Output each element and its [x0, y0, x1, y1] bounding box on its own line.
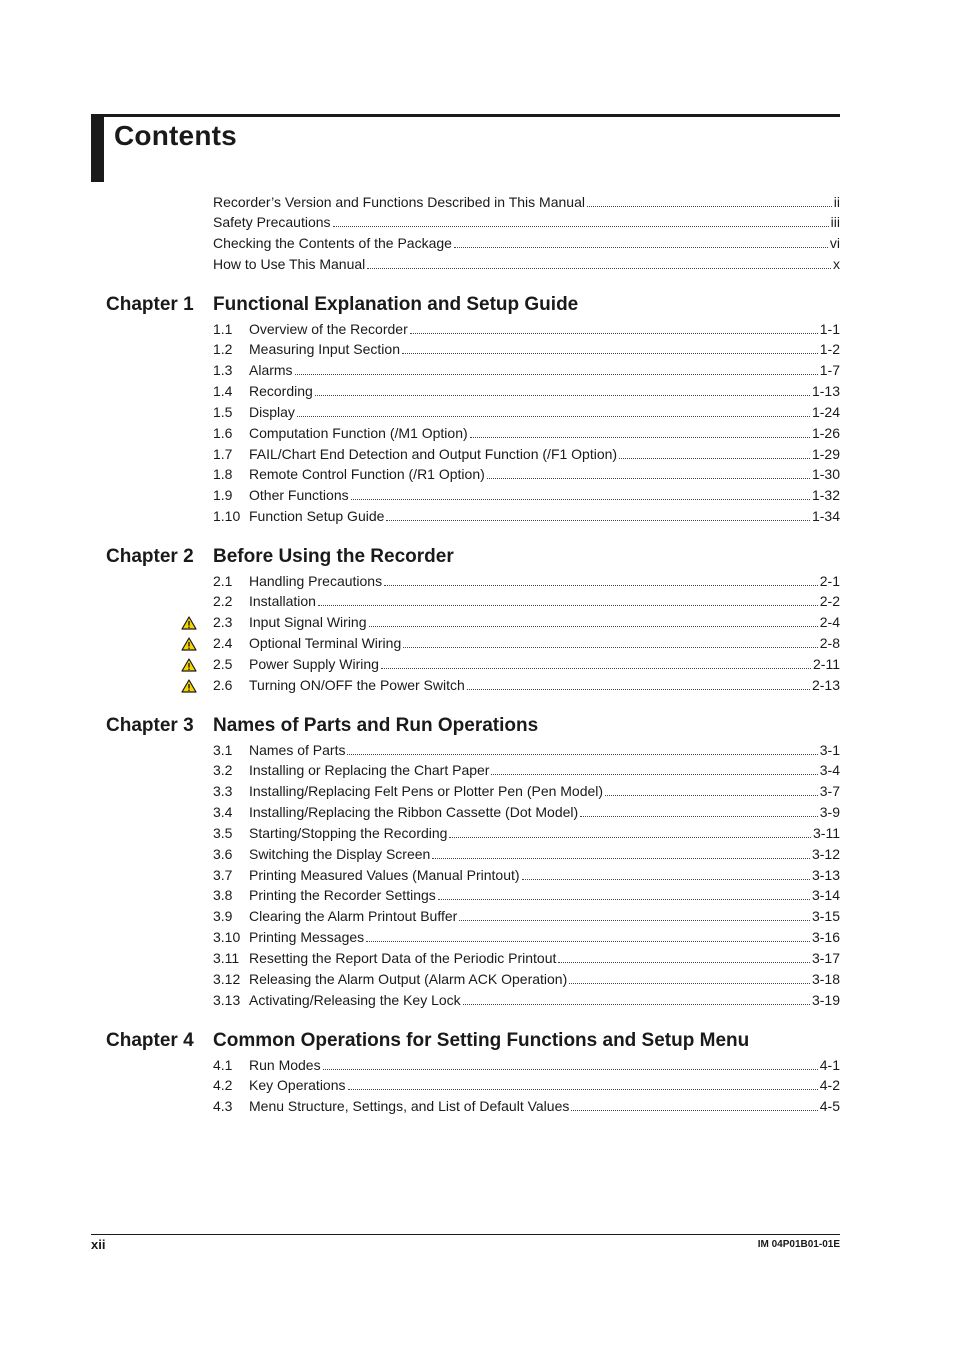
dot-leader	[351, 498, 810, 500]
entry-label: Switching the Display Screen	[249, 845, 431, 862]
entry-label: Optional Terminal Wiring	[249, 635, 402, 652]
title-side-bar	[91, 114, 104, 182]
entry-page-number: 3-15	[811, 908, 840, 925]
entry-label: Printing Measured Values (Manual Printout)	[249, 866, 520, 883]
section-number: 4.1	[213, 1056, 233, 1073]
section-entry[interactable]	[213, 781, 840, 802]
chapter-heading[interactable]	[106, 292, 846, 318]
entry-label: Key Operations	[249, 1077, 346, 1094]
entry-label: Remote Control Function (/R1 Option)	[249, 466, 485, 483]
chapter-heading[interactable]	[106, 544, 846, 570]
entry-page-number: 1-32	[811, 487, 840, 504]
entry-page-number: 3-19	[811, 991, 840, 1008]
entry-label: Power Supply Wiring	[249, 655, 379, 672]
dot-leader	[318, 604, 818, 606]
entry-page-number: x	[833, 256, 840, 273]
chapter-label: Chapter 4	[106, 1030, 194, 1051]
section-number: 2.4	[213, 635, 233, 652]
entry-page-number: 3-1	[819, 741, 840, 758]
entry-page-number: 2-4	[819, 614, 840, 631]
section-entry[interactable]	[213, 927, 840, 948]
entry-page-number: 4-1	[819, 1056, 840, 1073]
warning-icon	[181, 616, 197, 630]
entry-label: Measuring Input Section	[249, 341, 400, 358]
section-entry[interactable]	[213, 865, 840, 886]
entry-label: Installing/Replacing Felt Pens or Plotter Pen (Pen Model)	[249, 783, 604, 800]
entry-label: Computation Function (/M1 Option)	[249, 424, 468, 441]
section-entry[interactable]	[213, 760, 840, 781]
entry-page-number: 1-24	[811, 403, 840, 420]
entry-label: Alarms	[249, 362, 293, 379]
entry-page-number: 3-18	[811, 970, 840, 987]
section-number: 3.2	[213, 762, 233, 779]
entry-label: Safety Precautions	[213, 214, 331, 231]
section-number: 3.12	[213, 970, 241, 987]
entry-page-number: iii	[830, 214, 840, 231]
section-number: 1.5	[213, 403, 233, 420]
entry-page-number: 1-30	[811, 466, 840, 483]
intro-entry[interactable]	[213, 254, 840, 275]
section-number: 2.1	[213, 572, 233, 589]
entry-label: How to Use This Manual	[213, 256, 366, 273]
section-number: 1.3	[213, 362, 233, 379]
entry-page-number: 3-4	[819, 762, 840, 779]
dot-leader	[367, 267, 831, 269]
dot-leader	[470, 436, 810, 438]
section-entry[interactable]	[213, 844, 840, 865]
entry-page-number: vi	[829, 235, 840, 252]
section-number: 3.7	[213, 866, 233, 883]
section-entry[interactable]	[213, 612, 840, 633]
entry-page-number: ii	[833, 193, 840, 210]
intro-entry[interactable]	[213, 233, 840, 254]
dot-leader	[571, 1109, 817, 1111]
entry-page-number: 3-11	[813, 824, 840, 841]
dot-leader	[402, 352, 818, 354]
chapter-title: Common Operations for Setting Functions and Setup Menu	[213, 1030, 750, 1051]
footer-page-number: xii	[91, 1237, 106, 1252]
entry-page-number: 3-7	[819, 783, 840, 800]
section-entry[interactable]	[213, 360, 840, 381]
chapter-heading[interactable]	[106, 713, 846, 739]
dot-leader	[323, 1068, 818, 1070]
section-number: 1.10	[213, 508, 241, 525]
entry-page-number: 3-17	[811, 950, 840, 966]
section-entry[interactable]	[213, 423, 840, 444]
section-entry[interactable]	[213, 319, 840, 340]
entry-page-number: 1-7	[819, 362, 840, 379]
entry-page-number: 1-1	[819, 320, 840, 337]
intro-entry[interactable]	[213, 192, 840, 213]
entry-page-number: 2-11	[813, 655, 840, 672]
section-entry[interactable]	[213, 339, 840, 360]
dot-leader	[333, 225, 829, 227]
dot-leader	[297, 415, 810, 417]
dot-leader	[449, 836, 811, 838]
section-entry[interactable]	[213, 885, 840, 906]
entry-page-number: 1-34	[811, 508, 840, 525]
section-number: 4.3	[213, 1098, 233, 1115]
section-number: 1.1	[213, 320, 233, 337]
section-entry[interactable]	[213, 444, 840, 465]
entry-label: Releasing the Alarm Output (Alarm ACK Operation)	[249, 970, 568, 987]
entry-label: Recorder’s Version and Functions Described in This Manual	[213, 193, 585, 210]
entry-page-number: 2-8	[819, 635, 840, 652]
chapter-label: Chapter 2	[106, 546, 194, 567]
section-entry[interactable]	[213, 802, 840, 823]
dot-leader	[410, 332, 818, 334]
entry-page-number: 1-26	[811, 424, 840, 441]
entry-label: Function Setup Guide	[249, 508, 385, 525]
section-number: 1.9	[213, 487, 233, 504]
entry-page-number: 2-2	[819, 593, 840, 610]
entry-label: Checking the Contents of the Package	[213, 235, 452, 252]
footer-rule	[91, 1234, 840, 1235]
dot-leader	[369, 625, 818, 627]
entry-page-number: 4-2	[819, 1077, 840, 1094]
entry-label: Display	[249, 403, 295, 420]
dot-leader	[438, 898, 810, 900]
section-entry[interactable]	[213, 633, 840, 654]
entry-page-number: 3-12	[811, 845, 840, 862]
section-number: 3.4	[213, 804, 233, 821]
entry-page-number: 3-9	[819, 804, 840, 821]
entry-label: Names of Parts	[249, 741, 346, 758]
section-entry[interactable]	[213, 591, 840, 612]
page-title: Contents	[114, 120, 237, 151]
section-number: 3.1	[213, 741, 233, 758]
dot-leader	[580, 815, 818, 817]
section-number: 3.3	[213, 783, 233, 800]
section-number: 1.7	[213, 445, 233, 462]
section-number: 3.6	[213, 845, 233, 862]
dot-leader	[295, 373, 818, 375]
footer-document-id: IM 04P01B01-01E	[757, 1239, 840, 1250]
dot-leader	[522, 878, 810, 880]
dot-leader	[347, 753, 817, 755]
section-entry[interactable]	[213, 506, 840, 527]
chapter-label: Chapter 3	[106, 715, 194, 736]
chapter-label: Chapter 1	[106, 294, 194, 315]
dot-leader	[315, 394, 810, 396]
dot-leader	[348, 1088, 818, 1090]
entry-label: Printing Messages	[249, 929, 365, 946]
dot-leader	[605, 794, 818, 796]
entry-page-number: 3-16	[811, 929, 840, 946]
chapter-heading[interactable]	[106, 1028, 846, 1054]
entry-label: Overview of the Recorder	[249, 320, 408, 337]
entry-page-number: 2-1	[819, 572, 840, 589]
warning-icon	[181, 679, 197, 693]
section-entry[interactable]	[213, 1055, 840, 1076]
warning-icon	[181, 658, 197, 672]
dot-leader	[569, 982, 810, 984]
dot-leader	[619, 457, 810, 459]
entry-page-number: 4-5	[819, 1098, 840, 1115]
dot-leader	[386, 519, 810, 521]
section-number: 3.11	[213, 950, 240, 966]
section-entry[interactable]	[213, 948, 840, 969]
section-number: 3.8	[213, 887, 233, 904]
dot-leader	[463, 1003, 810, 1005]
entry-label: Menu Structure, Settings, and List of Default Values	[249, 1098, 570, 1115]
warning-icon	[181, 637, 197, 651]
section-number: 3.13	[213, 991, 241, 1008]
entry-page-number: 2-13	[811, 676, 840, 693]
dot-leader	[366, 940, 810, 942]
dot-leader	[491, 773, 817, 775]
entry-label: Printing the Recorder Settings	[249, 887, 436, 904]
section-number: 4.2	[213, 1077, 233, 1094]
dot-leader	[432, 857, 810, 859]
section-number: 2.5	[213, 655, 233, 672]
intro-entry[interactable]	[213, 212, 840, 233]
section-number: 1.2	[213, 341, 233, 358]
entry-label: Turning ON/OFF the Power Switch	[249, 676, 465, 693]
section-entry[interactable]	[213, 1096, 840, 1117]
section-entry[interactable]	[213, 675, 840, 696]
section-entry[interactable]	[213, 990, 840, 1011]
section-entry[interactable]	[213, 402, 840, 423]
section-entry[interactable]	[213, 969, 840, 990]
entry-page-number: 3-14	[811, 887, 840, 904]
dot-leader	[381, 667, 811, 669]
section-entry[interactable]	[213, 906, 840, 927]
section-entry[interactable]	[213, 823, 840, 844]
dot-leader	[454, 246, 828, 248]
section-number: 1.8	[213, 466, 233, 483]
entry-label: Installation	[249, 593, 316, 610]
entry-label: Activating/Releasing the Key Lock	[249, 991, 461, 1008]
section-entry[interactable]	[213, 1075, 840, 1096]
dot-leader	[467, 688, 810, 690]
dot-leader	[403, 646, 818, 648]
entry-label: Run Modes	[249, 1056, 321, 1073]
entry-label: Installing or Replacing the Chart Paper	[249, 762, 490, 779]
entry-label: Recording	[249, 383, 313, 400]
entry-page-number: 1-29	[811, 445, 840, 462]
entry-label: Input Signal Wiring	[249, 614, 367, 631]
section-number: 2.3	[213, 614, 233, 631]
entry-label: Resetting the Report Data of the Periodic Printout	[249, 950, 557, 966]
section-entry[interactable]	[213, 464, 840, 485]
section-number: 1.4	[213, 383, 233, 400]
section-number: 1.6	[213, 424, 233, 441]
chapter-title: Before Using the Recorder	[213, 546, 454, 567]
dot-leader	[459, 919, 810, 921]
section-number: 2.2	[213, 593, 233, 610]
section-number: 3.10	[213, 929, 241, 946]
dot-leader	[384, 584, 818, 586]
section-number: 3.9	[213, 908, 233, 925]
entry-label: Handling Precautions	[249, 572, 383, 589]
section-entry[interactable]	[213, 654, 840, 675]
chapter-title: Functional Explanation and Setup Guide	[213, 294, 579, 315]
section-number: 2.6	[213, 676, 233, 693]
entry-label: Installing/Replacing the Ribbon Cassette (Dot Model)	[249, 804, 579, 821]
entry-label: FAIL/Chart End Detection and Output Function (/F1 Option)	[249, 445, 618, 462]
dot-leader	[558, 961, 810, 963]
section-entry[interactable]	[213, 571, 840, 592]
entry-label: Other Functions	[249, 487, 349, 504]
section-entry[interactable]	[213, 485, 840, 506]
entry-label: Starting/Stopping the Recording	[249, 824, 448, 841]
section-number: 3.5	[213, 824, 233, 841]
entry-page-number: 1-13	[811, 383, 840, 400]
entry-page-number: 1-2	[819, 341, 840, 358]
chapter-title: Names of Parts and Run Operations	[213, 715, 539, 736]
dot-leader	[587, 205, 832, 207]
entry-label: Clearing the Alarm Printout Buffer	[249, 908, 458, 925]
section-entry[interactable]	[213, 740, 840, 761]
title-top-rule	[91, 114, 840, 117]
section-entry[interactable]	[213, 381, 840, 402]
dot-leader	[487, 477, 810, 479]
entry-page-number: 3-13	[811, 866, 840, 883]
